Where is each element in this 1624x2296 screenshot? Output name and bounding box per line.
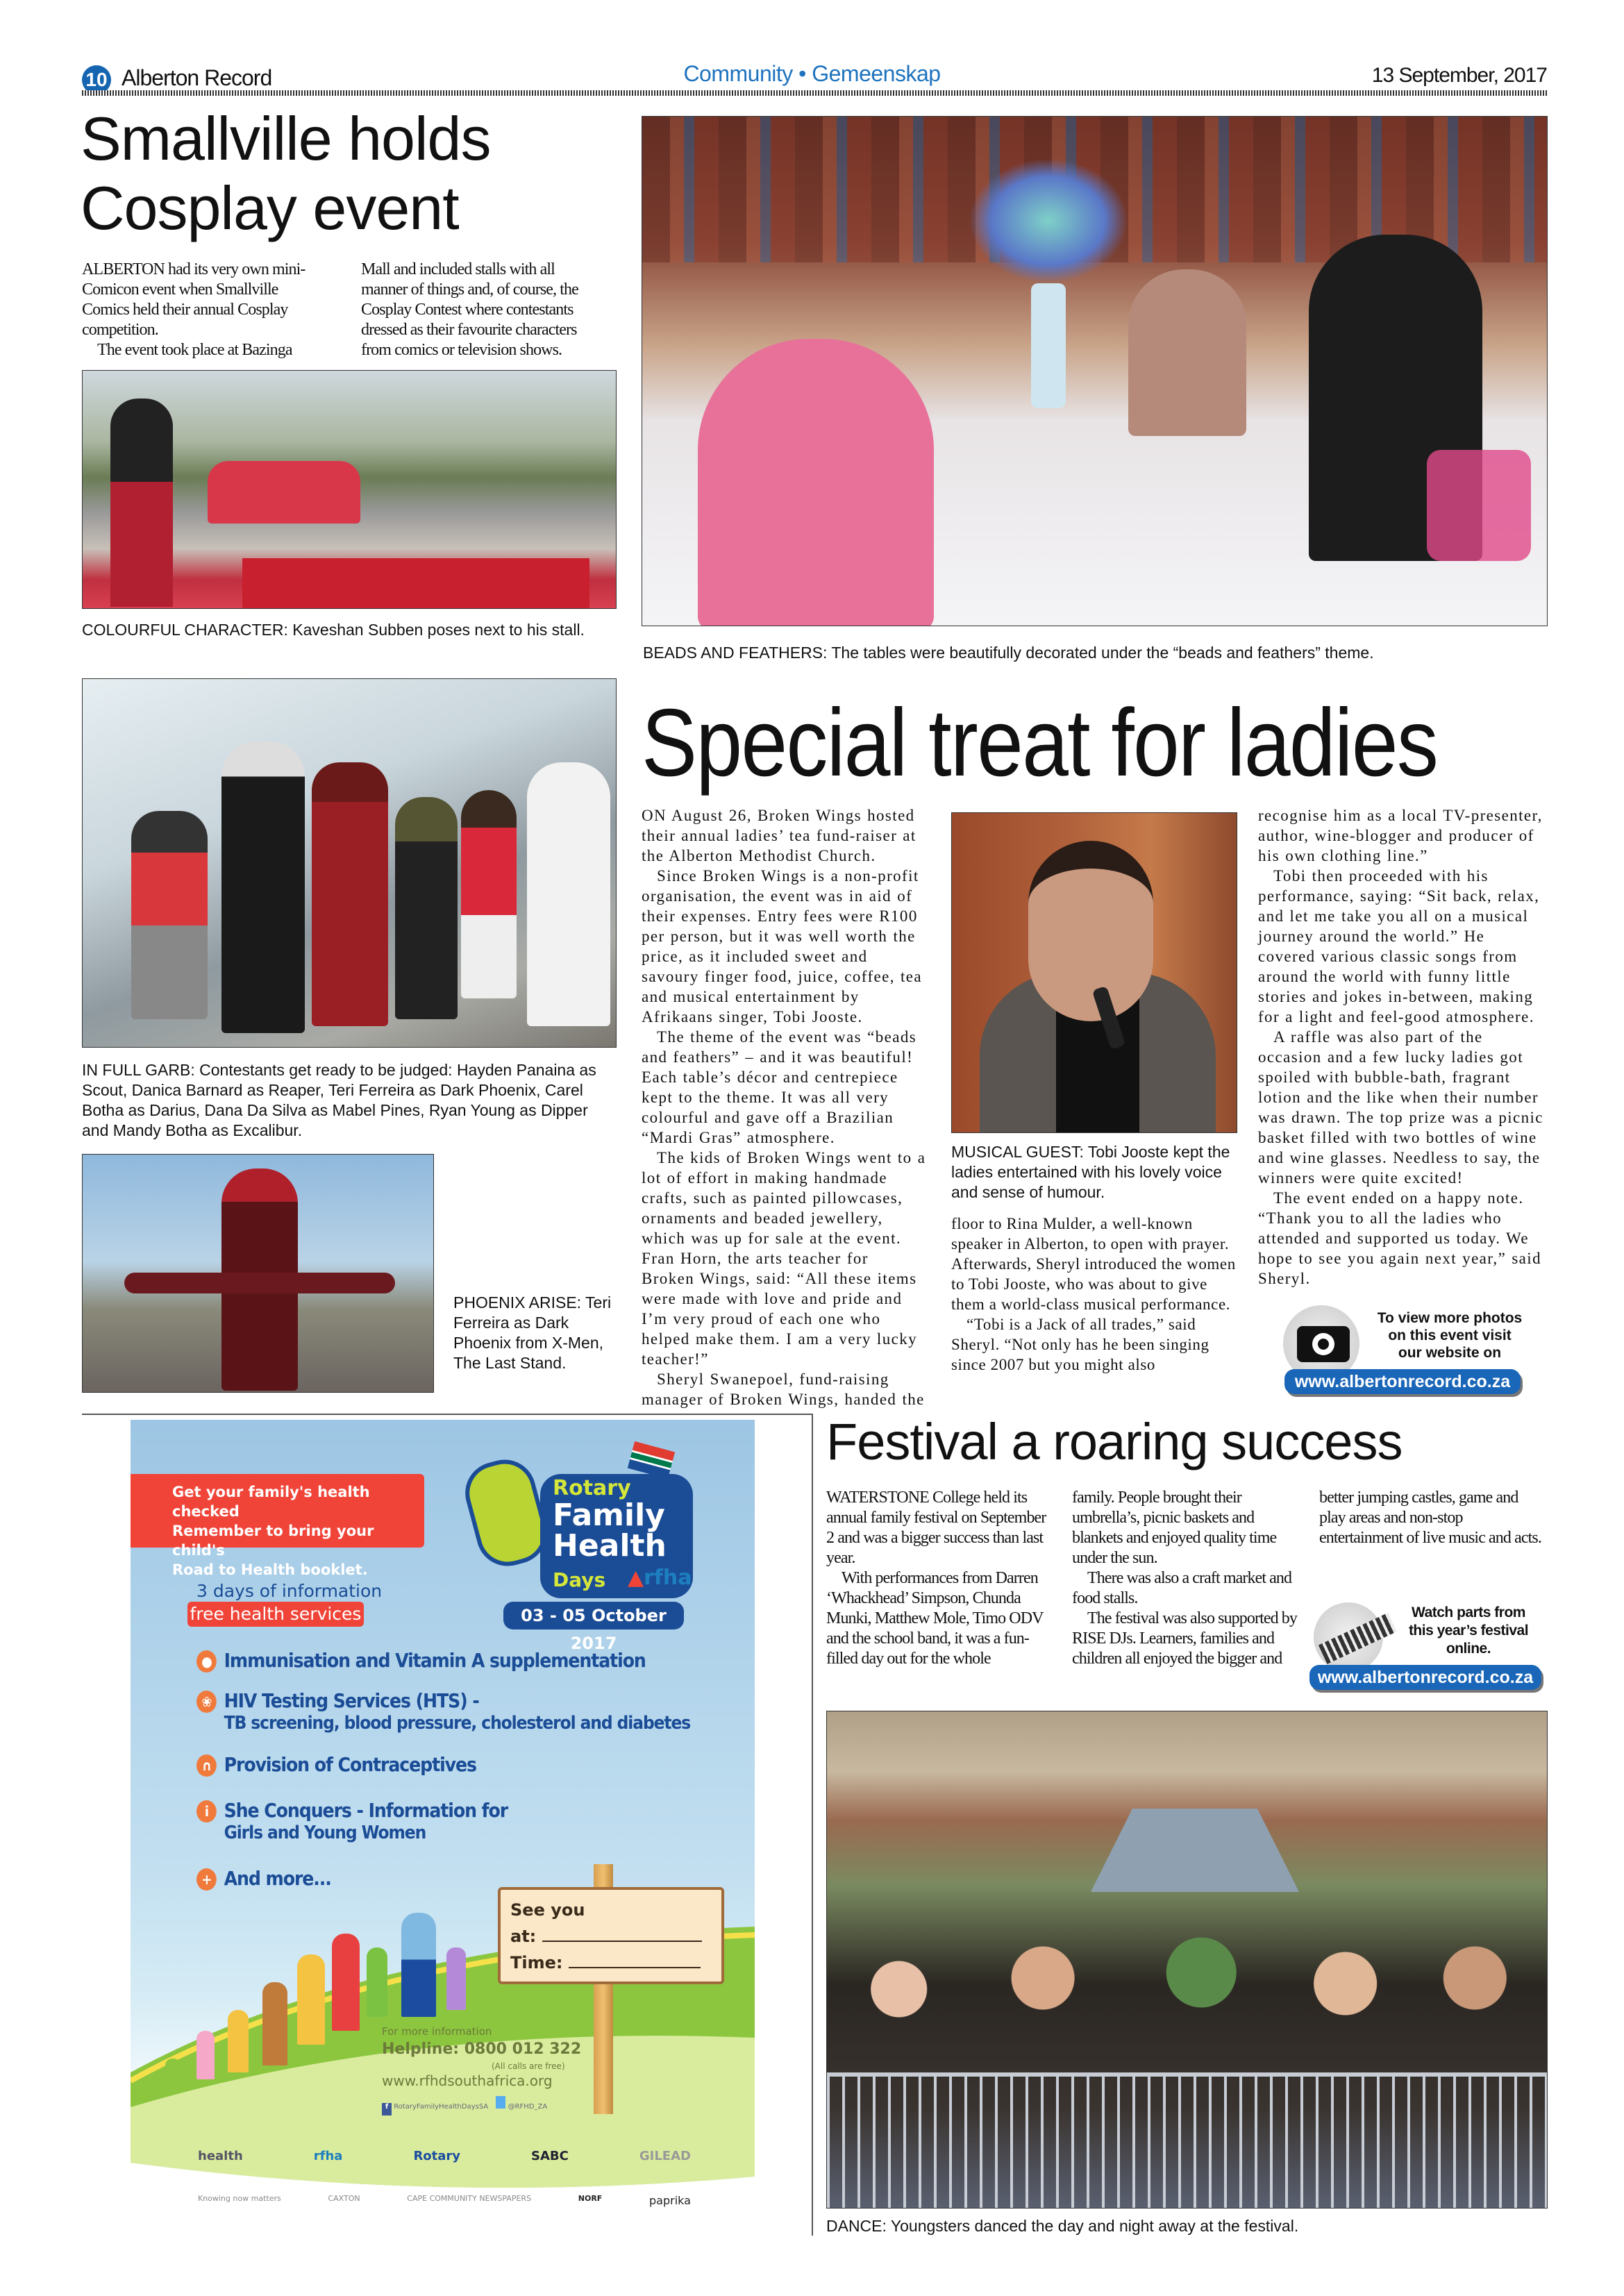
- paragraph: WATERSTONE College held its annual family festival on September 2 and was a bigger success than last year.: [826, 1489, 1046, 1567]
- paragraph: Tobi then proceeded with his performance, saying: “Sit back, relax, and let me take you all on a musical journey around the world.” He covered various classic songs from around the world with funny little stories and jokes in-between, making for a light and feel-good atmosphere.: [1258, 867, 1540, 1025]
- sponsor-logo: CAXTON: [328, 2194, 360, 2203]
- paragraph: ON August 26, Broken Wings hosted their annual ladies’ tea fund-raiser at the Alberton Methodist Church.: [642, 807, 916, 864]
- header-rule: [82, 90, 1547, 96]
- paragraph: The kids of Broken Wings went to a lot of effort in making handmade crafts, such as painted pillowcases, ornaments and beaded jewellery, which was up for sale at the event. Fran Horn, the arts teacher for Broken Wings, said: “All these items were made with love and pride and I’m very proud of each one who helped make them. I am a very lucky teacher!”: [642, 1149, 926, 1368]
- ribbon-icon: ❀: [196, 1691, 217, 1713]
- section-title: Community • Gemeenskap: [683, 61, 941, 86]
- stall-photo-caption: COLOURFUL CHARACTER: Kaveshan Subben poses next to his stall.: [82, 621, 585, 639]
- more-info-label: For more information: [382, 2025, 492, 2038]
- contestant-figure: [312, 762, 388, 1026]
- stall-photo: [82, 370, 617, 609]
- contestant-figure: [527, 762, 610, 1026]
- contestant-figure: [131, 811, 208, 1019]
- service-and-more: + And more...: [196, 1867, 331, 1891]
- festival-headline: Festival a roaring success: [826, 1413, 1403, 1470]
- logo-days: Days: [553, 1568, 606, 1591]
- sponsor-logo: health: [198, 2149, 243, 2163]
- paragraph: floor to Rina Mulder, a well-known speaker in Alberton, to open with prayer. Afterwards, Sheryl introduced the women to Tobi Jooste, who was about to give them a world-class musical performance.: [951, 1215, 1236, 1313]
- promo-text: [1359, 1309, 1540, 1361]
- paragraph: better jumping castles, game and play areas and non-stop entertainment of live music and acts.: [1319, 1489, 1541, 1547]
- paragraph: A raffle was also part of the occasion and a few lucky ladies got spoiled with bubble-bath, fragrant lotion and the like when their number was drawn. The top prize was a picnic basket filled with two bottles of wine and wine glasses. Needless to say, the winners were quite excited!: [1258, 1028, 1543, 1187]
- sign-at: at:: [510, 1927, 537, 1946]
- sponsor-logo: Knowing now matters: [198, 2194, 281, 2203]
- festival-photo: [826, 1711, 1548, 2209]
- free-services-pill: free health services: [187, 1602, 364, 1627]
- promo-line: on this event visit: [1388, 1327, 1512, 1343]
- contestant-figure: [395, 797, 458, 1019]
- page-number-badge: 10: [82, 65, 111, 94]
- feather-centrepiece: [969, 158, 1128, 283]
- vase: [1031, 283, 1066, 408]
- logo-family: Family: [553, 1498, 665, 1533]
- service-hiv-testing: ❀ HIV Testing Services (HTS) - TB screening, blood pressure, cholesterol and diabetes: [196, 1689, 690, 1734]
- cosplay-headline-line-2: Cosplay event: [81, 174, 459, 242]
- car-shape: [208, 461, 360, 523]
- contestant-figure: [221, 741, 305, 1033]
- promo-line: To view more photos: [1377, 1310, 1523, 1326]
- promo-text: [1396, 1604, 1541, 1658]
- festival-photo-caption: DANCE: Youngsters danced the day and night away at the festival.: [826, 2217, 1299, 2235]
- cosplay-headline: [81, 104, 490, 243]
- reminder-line: Road to Health booklet.: [172, 1561, 368, 1578]
- publication-name: Alberton Record: [122, 65, 272, 90]
- see-you-sign: [498, 1887, 724, 1984]
- calls-free-note: (All calls are free): [492, 2061, 565, 2071]
- service-she-conquers: i She Conquers - Information for Girls and Young Women: [196, 1799, 508, 1843]
- paragraph: recognise him as a local TV-presenter, author, wine-blogger and producer of his own clothing line.”: [1258, 807, 1543, 864]
- paragraph: The event ended on a happy note. “Thank you to all the ladies who attended and supported us today. We hope to see you again next year,” said Sheryl.: [1258, 1189, 1541, 1287]
- sponsor-logo: rfha: [313, 2149, 343, 2163]
- festival-column-3: [1319, 1488, 1547, 1548]
- paragraph: Since Broken Wings is a non-profit organisation, the event was in aid of their expenses. Entry fees were R100 per person, but it was well worth the price, as it included sweet and savoury finger food, juice, coffee, tea and musical entertainment by Afrikaans singer, Tobi Jooste.: [642, 867, 923, 1025]
- website-link[interactable]: www.albertonrecord.co.za: [1309, 1665, 1541, 1690]
- issue-date: 13 September, 2017: [1371, 64, 1547, 87]
- rfhd-website[interactable]: www.rfhdsouthafrica.org: [382, 2072, 553, 2089]
- guest-figure: [698, 339, 934, 626]
- three-days-text: 3 days of information: [196, 1581, 383, 1601]
- sponsor-logo: SABC: [531, 2149, 569, 2163]
- paragraph: There was also a craft market and food stalls.: [1072, 1569, 1292, 1607]
- sponsor-logos-row-1: [198, 2149, 691, 2163]
- guest-figure: [1128, 269, 1246, 436]
- cosplay-column-2: [361, 260, 604, 360]
- column-divider: [812, 1414, 813, 2236]
- face: [1028, 841, 1153, 1021]
- syringe-icon: ●: [196, 1650, 217, 1673]
- fence: [827, 2072, 1547, 2209]
- ladies-column-1: [642, 805, 926, 1409]
- facebook-handle[interactable]: RotaryFamilyHealthDaysSA: [394, 2103, 489, 2111]
- video-promo[interactable]: [1305, 1597, 1548, 1698]
- festival-column-1: [826, 1488, 1048, 1669]
- cosplay-column-1: [82, 260, 311, 360]
- paragraph: The event took place at Bazinga: [97, 341, 292, 359]
- sponsor-logo: GILEAD: [639, 2149, 691, 2163]
- photo-gallery-promo[interactable]: [1278, 1305, 1548, 1399]
- chair-bow: [1427, 450, 1531, 561]
- promo-line: this year’s festival: [1408, 1623, 1529, 1639]
- cosplayer-figure: [110, 399, 173, 607]
- paragraph: The festival was also supported by RISE DJs. Learners, families and children all enjoyed the bigger and: [1072, 1609, 1297, 1668]
- paragraph: Sheryl Swanepoel, fund-raising manager of Broken Wings, handed the: [642, 1371, 925, 1408]
- twitter-icon: [496, 2096, 505, 2109]
- contestants-photo: [82, 678, 617, 1048]
- flag-icon: [628, 1441, 675, 1479]
- sponsor-logos-row-2: [198, 2194, 691, 2207]
- website-link[interactable]: www.albertonrecord.co.za: [1284, 1369, 1521, 1394]
- sign-time: Time:: [510, 1953, 563, 1972]
- paragraph: “Tobi is a Jack of all trades,” said Sheryl. “Not only has he been singing since 2007 but you might also: [951, 1316, 1209, 1373]
- ladies-column-3: [1258, 805, 1547, 1289]
- tables-photo: [642, 116, 1548, 626]
- facebook-icon: f: [382, 2103, 392, 2115]
- phoenix-arms: [124, 1273, 395, 1293]
- festival-column-2: [1072, 1488, 1301, 1669]
- service-contraceptives: ∩ Provision of Contraceptives: [196, 1753, 476, 1777]
- sponsor-logo: Rotary: [413, 2149, 461, 2163]
- reminder-line: Remember to bring your child's: [172, 1523, 374, 1559]
- paragraph: ALBERTON had its very own mini-Comicon event when Smallville Comics held their annual Cosplay competition.: [82, 260, 305, 339]
- ladies-column-2: [951, 1214, 1236, 1375]
- contraceptive-icon: ∩: [196, 1754, 217, 1777]
- helpline-number: Helpline: 0800 012 322: [382, 2041, 582, 2058]
- social-links: [382, 2096, 547, 2115]
- phoenix-photo-caption: PHOENIX ARISE: Teri Ferreira as Dark Phoenix from X-Men, The Last Stand.: [453, 1293, 612, 1372]
- musical-guest-caption: MUSICAL GUEST: Tobi Jooste kept the ladies entertained with his lovely voice and sense of humour.: [951, 1143, 1230, 1201]
- paragraph: With performances from Darren ‘Whackhead’ Simpson, Chunda Munki, Matthew Mole, Timo ODV and the school band, it was a fun-filled day out for the whole: [826, 1569, 1044, 1668]
- promo-line: our website on: [1398, 1345, 1502, 1361]
- promo-line: Watch parts from: [1412, 1604, 1525, 1620]
- info-phone-icon: i: [196, 1800, 217, 1822]
- crowd-faces: [827, 1934, 1547, 2045]
- phoenix-photo: [82, 1154, 434, 1393]
- cosplay-headline-line-1: Smallville holds: [81, 104, 491, 173]
- logo-rotary: Rotary: [553, 1476, 631, 1500]
- health-days-advert[interactable]: [131, 1420, 755, 2232]
- event-dates-pill: 03 - 05 October 2017: [503, 1602, 684, 1629]
- tables-photo-caption: BEADS AND FEATHERS: The tables were beautifully decorated under the “beads and feathers” theme.: [643, 644, 1374, 662]
- sponsor-logo: paprika: [649, 2194, 691, 2207]
- plus-icon: +: [196, 1868, 217, 1891]
- paragraph: Mall and included stalls with all manner of things and, of course, the Cosplay Contest where contestants dressed as their favourite characters from comics or television shows.: [361, 260, 578, 359]
- sign-see-you: See you: [510, 1900, 585, 1920]
- contestant-figure: [461, 790, 517, 998]
- sponsor-logo: NORF: [578, 2194, 603, 2203]
- section-divider: [82, 1414, 812, 1415]
- gazebo: [1091, 1809, 1299, 1892]
- promo-line: online.: [1446, 1641, 1491, 1657]
- twitter-handle[interactable]: @RFHD_ZA: [508, 2103, 548, 2111]
- paragraph: family. People brought their umbrella’s, picnic baskets and blankets and enjoyed quality time under the sun.: [1072, 1489, 1277, 1567]
- logo-health: Health: [553, 1528, 667, 1564]
- stall-table: [242, 558, 589, 608]
- paragraph: The theme of the event was “beads and feathers” – and it was beautiful! Each table’s décor and centrepiece kept to the theme. It was all very colourful and gave off a Brazilian “Mardi Gras” atmosphere.: [642, 1028, 917, 1146]
- camera-icon: [1297, 1326, 1350, 1362]
- ladies-headline: Special treat for ladies: [642, 689, 1438, 796]
- rfha-logo: ▲rfha: [628, 1566, 692, 1590]
- reminder-line: Get your family's health checked: [172, 1484, 370, 1520]
- musical-guest-photo: [951, 812, 1237, 1133]
- sponsor-logo: CAPE COMMUNITY NEWSPAPERS: [407, 2194, 532, 2203]
- checkup-reminder-box: [131, 1474, 424, 1578]
- contestants-photo-caption: IN FULL GARB: Contestants get ready to be judged: Hayden Panaina as Scout, Danica Barnard as Reaper, Teri Ferreira as Dark Phoenix, Carel Botha as Darius, Dana Da Silva as Mabel Pines, Ryan Young as Dipper and Mandy Botha as Excalibur.: [82, 1061, 596, 1139]
- service-immunisation: ● Immunisation and Vitamin A supplementation: [196, 1649, 646, 1673]
